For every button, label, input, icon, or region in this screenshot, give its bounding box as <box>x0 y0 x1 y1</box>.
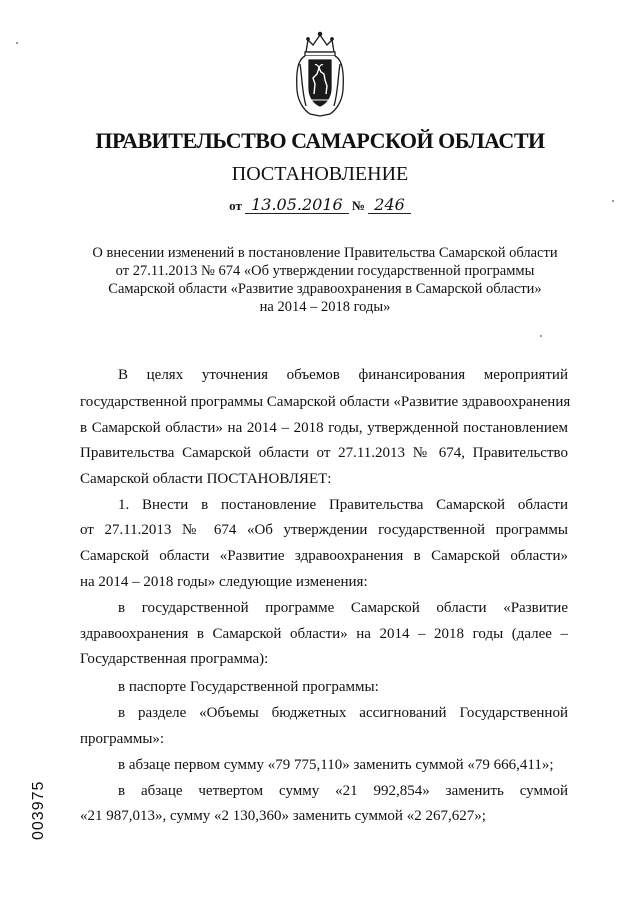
date-prefix: от <box>229 198 242 213</box>
body-line: «21 987,013», сумму «2 130,360» заменить суммой «2 267,627»; <box>80 808 486 824</box>
body-line: Государственная программа): <box>80 651 269 667</box>
subject-line: Самарской области «Развитие здравоохранения в Самарской области» <box>108 281 542 297</box>
margin-stamp-number: 003975 <box>30 780 47 840</box>
document-number: 246 <box>368 197 411 214</box>
organization-title: ПРАВИТЕЛЬСТВО САМАРСКОЙ ОБЛАСТИ <box>95 128 545 153</box>
body-line: программы»: <box>80 731 165 747</box>
body-line: от 27.11.2013 № 674 «Об утверждении государственной программы <box>80 522 568 538</box>
date-number-line <box>0 197 640 214</box>
body-line: в разделе «Объемы бюджетных ассигнований Государственной <box>118 705 568 721</box>
scan-speck <box>540 335 542 337</box>
body-line: в абзаце первом сумму «79 775,110» заменить суммой «79 666,411»; <box>118 757 554 773</box>
body-line: Самарской области ПОСТАНОВЛЯЕТ: <box>80 471 332 487</box>
body-line: в абзаце четвертом сумму «21 992,854» заменить суммой <box>118 783 568 799</box>
body-line: здравоохранения в Самарской области» на 2014 – 2018 годы (далее – <box>80 626 568 642</box>
body-line: Правительства Самарской области от 27.11.2013 № 674, Правительство <box>80 445 568 461</box>
document-date: 13.05.2016 <box>245 197 349 214</box>
body-line: Самарской области «Развитие здравоохранения в Самарской области» <box>80 548 568 564</box>
number-prefix: № <box>351 198 366 213</box>
coat-of-arms-icon <box>294 30 346 120</box>
body-line: 1. Внести в постановление Правительства Самарской области <box>118 497 568 513</box>
scan-speck <box>16 42 18 44</box>
subject-line: на 2014 – 2018 годы» <box>259 299 391 315</box>
body-line: на 2014 – 2018 годы» следующие изменения: <box>80 574 368 590</box>
document-type: ПОСТАНОВЛЕНИЕ <box>231 163 409 185</box>
body-line: В целях уточнения объемов финансирования мероприятий <box>118 367 568 383</box>
subject-line: О внесении изменений в постановление Правительства Самарской области <box>92 245 558 261</box>
body-line: в государственной программе Самарской области «Развитие <box>118 600 568 616</box>
body-line: государственной программы Самарской области «Развитие здравоохранения <box>80 394 571 410</box>
body-line: в паспорте Государственной программы: <box>118 679 379 695</box>
document-subject <box>80 244 570 316</box>
body-line: в Самарской области» на 2014 – 2018 годы, утвержденной постановлением <box>80 420 568 436</box>
subject-line: от 27.11.2013 № 674 «Об утверждении государственной программы <box>115 263 535 279</box>
scan-speck <box>612 200 614 202</box>
